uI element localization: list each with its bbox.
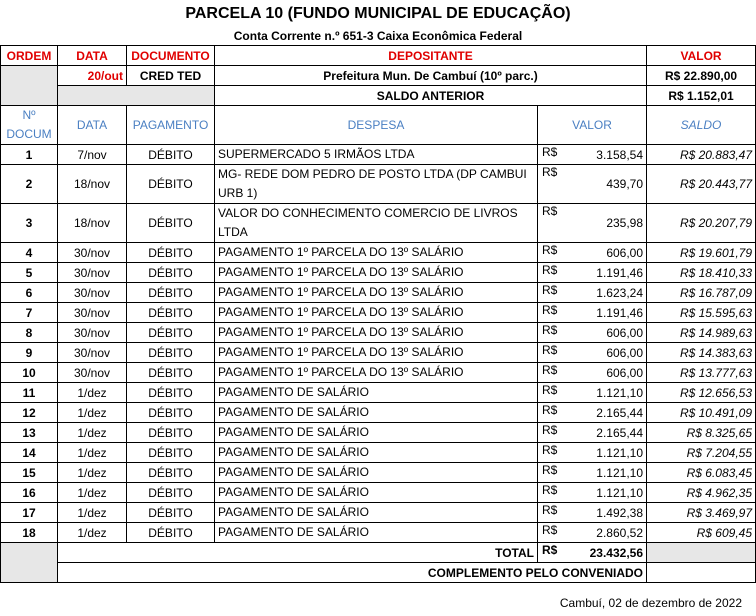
row-currency: R$ (542, 423, 558, 437)
row-date: 1/dez (58, 383, 127, 403)
row-amount: 1.191,46 (596, 305, 644, 320)
row-currency: R$ (542, 283, 558, 297)
row-balance: R$ 19.601,79 (647, 243, 756, 263)
total-label: TOTAL (58, 543, 538, 563)
account-subtitle: Conta Corrente n.º 651-3 Caixa Econômica Federal (233, 29, 523, 43)
header-data: DATA (58, 46, 127, 66)
row-balance: R$ 15.595,63 (647, 303, 756, 323)
row-doc-number: 5 (1, 263, 58, 283)
row-date: 1/dez (58, 423, 127, 443)
row-date: 30/nov (58, 363, 127, 383)
expense-header-row (1, 106, 756, 145)
table-row (1, 483, 756, 503)
row-doc-number: 11 (1, 383, 58, 403)
table-row (1, 165, 756, 204)
row-doc-number: 3 (1, 204, 58, 243)
row-doc-number: 1 (1, 145, 58, 165)
row-balance: R$ 20.883,47 (647, 145, 756, 165)
complement-row (1, 563, 756, 583)
table-row (1, 343, 756, 363)
row-amount: 235,98 (606, 216, 644, 230)
header-depositante: DEPOSITANTE (215, 46, 647, 66)
row-description: PAGAMENTO DE SALÁRIO (215, 483, 538, 503)
row-doc-number: 4 (1, 243, 58, 263)
row-doc-number: 14 (1, 443, 58, 463)
row-value (538, 303, 647, 323)
header-documento: DOCUMENTO (127, 46, 215, 66)
row-doc-number: 6 (1, 283, 58, 303)
row-currency: R$ (542, 243, 558, 257)
row-currency: R$ (542, 303, 558, 317)
row-date: 30/nov (58, 303, 127, 323)
row-amount: 606,00 (606, 325, 644, 340)
table-row (1, 423, 756, 443)
row-amount: 1.191,46 (596, 265, 644, 280)
previous-balance-empty (58, 86, 215, 106)
deposit-document: CRED TED (127, 66, 215, 86)
row-date: 1/dez (58, 503, 127, 523)
row-payment: DÉBITO (127, 423, 215, 443)
row-currency: R$ (542, 483, 558, 497)
table-row (1, 403, 756, 423)
row-payment: DÉBITO (127, 363, 215, 383)
row-value (538, 523, 647, 543)
row-doc-number: 2 (1, 165, 58, 204)
table-row (1, 303, 756, 323)
row-value (538, 323, 647, 343)
row-amount: 606,00 (606, 365, 644, 380)
row-balance: R$ 609,45 (647, 523, 756, 543)
row-currency: R$ (542, 443, 558, 457)
header-payment: PAGAMENTO (127, 106, 215, 145)
row-balance: R$ 20.443,77 (647, 165, 756, 204)
row-balance: R$ 10.491,09 (647, 403, 756, 423)
table-row (1, 283, 756, 303)
header-expense: DESPESA (215, 106, 538, 145)
row-description: PAGAMENTO 1º PARCELA DO 13º SALÁRIO (215, 323, 538, 343)
row-balance: R$ 14.989,63 (647, 323, 756, 343)
row-amount: 2.860,52 (596, 525, 644, 540)
row-date: 30/nov (58, 263, 127, 283)
row-payment: DÉBITO (127, 263, 215, 283)
row-payment: DÉBITO (127, 283, 215, 303)
deposit-header-row (1, 46, 756, 66)
row-date: 18/nov (58, 165, 127, 204)
header-expense-value: VALOR (538, 106, 647, 145)
total-currency: R$ (542, 543, 558, 557)
document-title: PARCELA 10 (FUNDO MUNICIPAL DE EDUCAÇÃO) (185, 5, 571, 22)
row-description: PAGAMENTO 1º PARCELA DO 13º SALÁRIO (215, 283, 538, 303)
row-payment: DÉBITO (127, 523, 215, 543)
complement-label: COMPLEMENTO PELO CONVENIADO (58, 563, 647, 583)
total-row (1, 543, 756, 563)
row-currency: R$ (542, 343, 558, 357)
row-doc-number: 7 (1, 303, 58, 323)
row-doc-number: 9 (1, 343, 58, 363)
header-valor: VALOR (647, 46, 756, 66)
row-payment: DÉBITO (127, 204, 215, 243)
header-doc-number: Nº DOCUM (1, 106, 58, 145)
table-row (1, 443, 756, 463)
row-currency: R$ (542, 204, 558, 218)
row-currency: R$ (542, 165, 558, 179)
row-value (538, 423, 647, 443)
statement-table (0, 45, 756, 583)
row-balance: R$ 16.787,09 (647, 283, 756, 303)
table-row (1, 323, 756, 343)
row-currency: R$ (542, 463, 558, 477)
previous-balance-value: R$ 1.152,01 (647, 86, 756, 106)
row-value (538, 145, 647, 165)
row-amount: 3.158,54 (596, 147, 644, 162)
row-description: VALOR DO CONHECIMENTO COMERCIO DE LIVROS LTDA (215, 204, 538, 243)
row-doc-number: 12 (1, 403, 58, 423)
deposit-date: 20/out (58, 66, 127, 86)
row-amount: 439,70 (606, 177, 644, 191)
table-row (1, 263, 756, 283)
total-right-empty (647, 543, 756, 563)
row-amount: 1.121,10 (596, 385, 644, 400)
row-description: PAGAMENTO DE SALÁRIO (215, 443, 538, 463)
row-payment: DÉBITO (127, 403, 215, 423)
deposit-row (1, 66, 756, 86)
complement-value (647, 563, 756, 583)
table-row (1, 243, 756, 263)
row-value (538, 343, 647, 363)
table-row (1, 463, 756, 483)
row-amount: 606,00 (606, 345, 644, 360)
row-payment: DÉBITO (127, 343, 215, 363)
row-amount: 2.165,44 (596, 425, 644, 440)
row-value (538, 483, 647, 503)
row-currency: R$ (542, 363, 558, 377)
row-date: 30/nov (58, 323, 127, 343)
row-balance: R$ 20.207,79 (647, 204, 756, 243)
row-payment: DÉBITO (127, 443, 215, 463)
row-description: PAGAMENTO 1º PARCELA DO 13º SALÁRIO (215, 303, 538, 323)
row-payment: DÉBITO (127, 145, 215, 165)
row-amount: 1.492,38 (596, 505, 644, 520)
row-payment: DÉBITO (127, 483, 215, 503)
row-currency: R$ (542, 263, 558, 277)
row-balance: R$ 8.325,65 (647, 423, 756, 443)
row-description: SUPERMERCADO 5 IRMÃOS LTDA (215, 145, 538, 165)
table-row (1, 383, 756, 403)
table-row (1, 204, 756, 243)
row-payment: DÉBITO (127, 243, 215, 263)
row-amount: 2.165,44 (596, 405, 644, 420)
row-value (538, 263, 647, 283)
row-doc-number: 13 (1, 423, 58, 443)
row-value (538, 165, 647, 204)
row-payment: DÉBITO (127, 503, 215, 523)
row-balance: R$ 7.204,55 (647, 443, 756, 463)
row-amount: 1.121,10 (596, 465, 644, 480)
row-date: 18/nov (58, 204, 127, 243)
footer-date: Cambuí, 02 de dezembro de 2022 (559, 596, 742, 610)
deposit-depositor: Prefeitura Mun. De Cambuí (10º parc.) (215, 66, 647, 86)
row-balance: R$ 14.383,63 (647, 343, 756, 363)
row-balance: R$ 12.656,53 (647, 383, 756, 403)
row-currency: R$ (542, 323, 558, 337)
row-balance: R$ 18.410,33 (647, 263, 756, 283)
row-currency: R$ (542, 145, 558, 159)
row-description: PAGAMENTO DE SALÁRIO (215, 403, 538, 423)
row-date: 30/nov (58, 283, 127, 303)
row-description: PAGAMENTO DE SALÁRIO (215, 523, 538, 543)
deposit-value: R$ 22.890,00 (647, 66, 756, 86)
row-currency: R$ (542, 383, 558, 397)
row-date: 7/nov (58, 145, 127, 165)
row-date: 1/dez (58, 483, 127, 503)
row-doc-number: 18 (1, 523, 58, 543)
table-row (1, 363, 756, 383)
row-currency: R$ (542, 403, 558, 417)
row-date: 1/dez (58, 463, 127, 483)
row-description: PAGAMENTO DE SALÁRIO (215, 383, 538, 403)
table-row (1, 523, 756, 543)
header-ordem: ORDEM (1, 46, 58, 66)
row-payment: DÉBITO (127, 165, 215, 204)
row-description: PAGAMENTO 1º PARCELA DO 13º SALÁRIO (215, 363, 538, 383)
row-doc-number: 10 (1, 363, 58, 383)
row-balance: R$ 13.777,63 (647, 363, 756, 383)
row-balance: R$ 4.962,35 (647, 483, 756, 503)
row-doc-number: 16 (1, 483, 58, 503)
row-description: PAGAMENTO 1º PARCELA DO 13º SALÁRIO (215, 343, 538, 363)
row-value (538, 204, 647, 243)
row-date: 1/dez (58, 403, 127, 423)
row-value (538, 243, 647, 263)
row-value (538, 463, 647, 483)
total-value (538, 543, 647, 563)
table-row (1, 145, 756, 165)
row-doc-number: 17 (1, 503, 58, 523)
row-amount: 1.121,10 (596, 445, 644, 460)
row-description: MG- REDE DOM PEDRO DE POSTO LTDA (DP CAMBUI URB 1) (215, 165, 538, 204)
row-amount: 1.623,24 (596, 285, 644, 300)
total-left-empty (1, 543, 58, 583)
row-description: PAGAMENTO 1º PARCELA DO 13º SALÁRIO (215, 263, 538, 283)
row-value (538, 363, 647, 383)
row-doc-number: 8 (1, 323, 58, 343)
row-description: PAGAMENTO 1º PARCELA DO 13º SALÁRIO (215, 243, 538, 263)
row-date: 1/dez (58, 443, 127, 463)
row-currency: R$ (542, 523, 558, 537)
previous-balance-label: SALDO ANTERIOR (215, 86, 647, 106)
row-date: 30/nov (58, 243, 127, 263)
row-payment: DÉBITO (127, 463, 215, 483)
row-balance: R$ 6.083,45 (647, 463, 756, 483)
row-date: 1/dez (58, 523, 127, 543)
row-description: PAGAMENTO DE SALÁRIO (215, 503, 538, 523)
row-amount: 606,00 (606, 245, 644, 260)
row-currency: R$ (542, 503, 558, 517)
row-amount: 1.121,10 (596, 485, 644, 500)
previous-balance-row (1, 86, 756, 106)
row-payment: DÉBITO (127, 383, 215, 403)
row-date: 30/nov (58, 343, 127, 363)
row-balance: R$ 3.469,97 (647, 503, 756, 523)
row-payment: DÉBITO (127, 303, 215, 323)
row-value (538, 283, 647, 303)
row-payment: DÉBITO (127, 323, 215, 343)
row-description: PAGAMENTO DE SALÁRIO (215, 423, 538, 443)
row-value (538, 503, 647, 523)
total-amount: 23.432,56 (589, 545, 644, 560)
row-value (538, 383, 647, 403)
table-row (1, 503, 756, 523)
header-expense-date: DATA (58, 106, 127, 145)
row-description: PAGAMENTO DE SALÁRIO (215, 463, 538, 483)
row-value (538, 443, 647, 463)
row-value (538, 403, 647, 423)
row-doc-number: 15 (1, 463, 58, 483)
header-balance: SALDO (647, 106, 756, 145)
deposit-ordem-cell (1, 66, 58, 106)
